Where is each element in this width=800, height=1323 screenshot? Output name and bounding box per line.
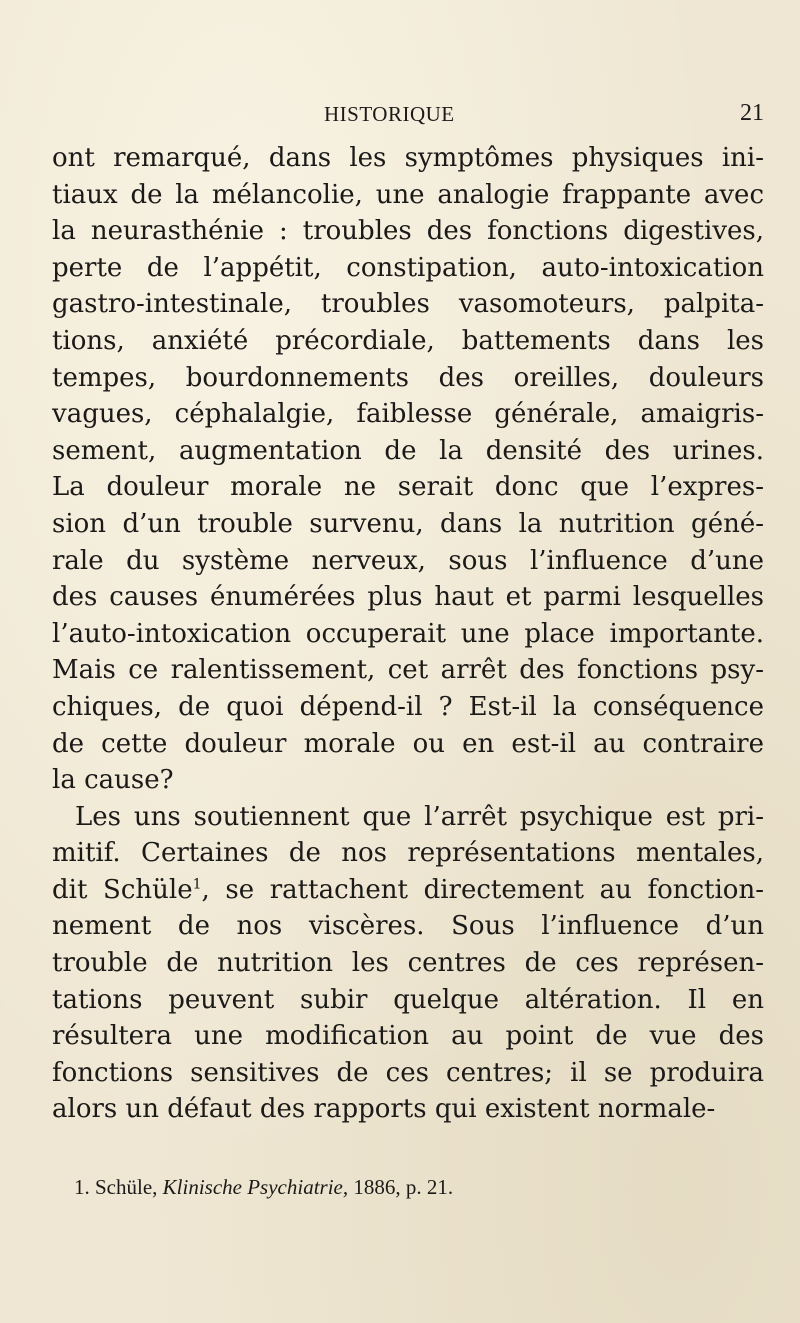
text-fragment: dit Schüle — [52, 874, 193, 905]
text-line: mitif. Certaines de nos représentations mentales, — [52, 838, 764, 869]
footnote — [74, 1175, 453, 1200]
text-line: la neurasthénie : troubles des fonctions digestives, — [52, 216, 764, 247]
text-line: sion d’un trouble survenu, dans la nutrition géné- — [52, 508, 764, 539]
text-line: La douleur morale ne serait donc que l’expres- — [52, 472, 764, 503]
text-line: tempes, bourdonnements des oreilles, douleurs — [52, 362, 764, 393]
text-line: alors un défaut des rapports qui existent normale- — [52, 1094, 716, 1125]
footnote-marker[interactable]: 1 — [192, 876, 202, 893]
text-line: tiaux de la mélancolie, une analogie frappante avec — [52, 179, 764, 210]
text-line: vagues, céphalalgie, faiblesse générale, amaigris- — [52, 399, 764, 430]
text-line: perte de l’appétit, constipation, auto-intoxication — [52, 252, 764, 283]
text-line: chiques, de quoi dépend-il ? Est-il la conséquence — [52, 691, 764, 722]
footnote-number: 1. — [74, 1175, 90, 1199]
text-line: ont remarqué, dans les symptômes physiques ini- — [52, 143, 764, 173]
text-line: gastro-intestinale, troubles vasomoteurs, palpita- — [52, 289, 764, 320]
text-line: nement de nos viscères. Sous l’influence d’un — [52, 911, 764, 942]
text-line: Mais ce ralentissement, cet arrêt des fonctions psy- — [52, 655, 764, 686]
text-line: tions, anxiété précordiale, battements dans les — [52, 325, 764, 356]
text-line: Les uns soutiennent que l’arrêt psychique est pri- — [75, 801, 764, 832]
footnote-work-title: Klinische Psychiatrie, — [162, 1175, 349, 1199]
text-line: tations peuvent subir quelque altération. Il en — [52, 984, 764, 1015]
text-line: rale du système nerveux, sous l’influence d’une — [52, 545, 764, 576]
text-line: résultera une modification au point de vue des — [52, 1021, 764, 1052]
text-line-with-footnote — [52, 872, 764, 909]
text-fragment: , se rattachent directement au fonction- — [201, 874, 764, 905]
footnote-details: 1886, p. 21. — [353, 1175, 454, 1199]
text-line: fonctions sensitives de ces centres; il se produira — [52, 1057, 764, 1088]
running-head — [272, 102, 764, 128]
text-line: des causes énumérées plus haut et parmi lesquelles — [52, 582, 764, 613]
running-title: HISTORIQUE — [324, 102, 455, 126]
footnote-author: Schüle, — [95, 1175, 158, 1199]
text-line: de cette douleur morale ou en est-il au contraire — [52, 728, 764, 759]
text-line: la cause? — [52, 765, 174, 796]
text-line: trouble de nutrition les centres de ces représen- — [52, 948, 764, 979]
body-text — [52, 140, 764, 1128]
text-line: l’auto-intoxication occuperait une place importante. — [52, 618, 764, 649]
page-number: 21 — [740, 100, 764, 126]
text-line: sement, augmentation de la densité des urines. — [52, 435, 764, 466]
